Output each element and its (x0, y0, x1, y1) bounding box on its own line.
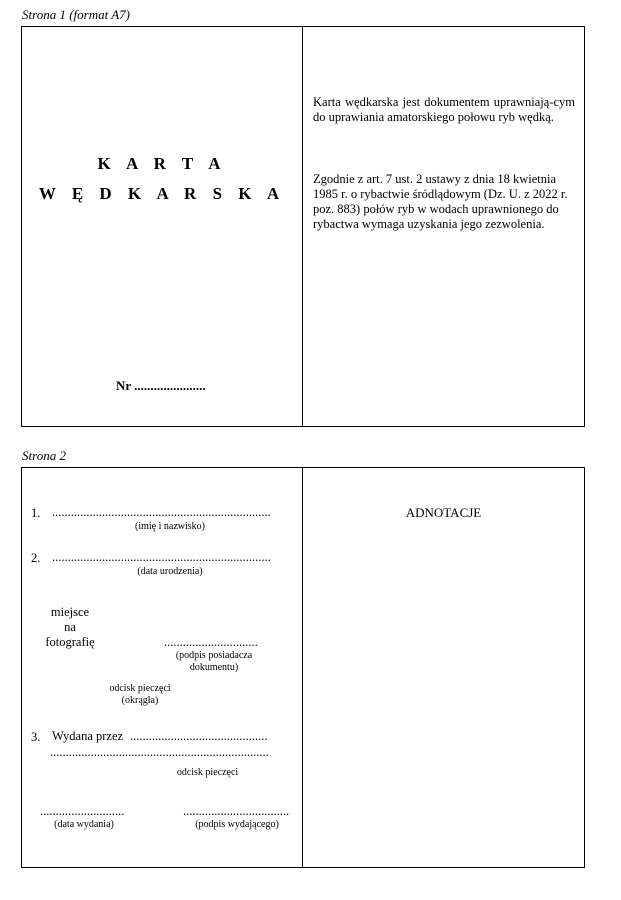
holder-signature-caption (158, 650, 270, 674)
holder-signature-caption-line1: (podpis posiadacza (175, 650, 253, 661)
round-stamp-caption (95, 683, 185, 707)
page2-divider (302, 467, 303, 868)
stamp-caption: odcisk pieczęci (176, 767, 239, 778)
legal-basis-paragraph: Zgodnie z art. 7 ust. 2 ustawy z dnia 18 kwietnia 1985 r. o rybactwie śródlądowym (Dz. U. z 2022 r. poz. 883) połów ryb w wodach uprawnionego do rybactwa wymaga uzyskania jego zezwolenia. (313, 172, 568, 231)
issuer-signature-caption: (podpis wydającego) (195, 819, 279, 830)
holder-signature-caption-line2: dokumentu) (189, 662, 239, 673)
issuer-signature-dots: .................................. (183, 804, 290, 818)
photo-line2: na (64, 620, 76, 634)
annotations-title: ADNOTACJE (405, 505, 482, 520)
issue-date-caption: (data wydania) (54, 819, 114, 830)
round-stamp-line2: (okrągła) (121, 695, 159, 706)
card-title-line1: K A R T A (97, 154, 227, 173)
issue-date-dots: ........................... (40, 804, 125, 818)
name-field-caption: (imię i nazwisko) (135, 521, 205, 532)
birthdate-field-dots: ...................................................................... (52, 550, 271, 564)
holder-signature-dots: .............................. (164, 635, 258, 649)
issued-by-dots: ............................................ (130, 729, 268, 743)
name-field-dots: ...................................................................... (52, 505, 271, 519)
item3-number: 3. (31, 730, 41, 744)
photo-line3: fotografię (45, 635, 95, 649)
card-description-paragraph: Karta wędkarska jest dokumentem uprawniają-cym do uprawiania amatorskiego połowu ryb wędką. (313, 95, 575, 124)
card-number-line: Nr ...................... (116, 378, 206, 393)
issued-by-dots-line2: ...................................................................... (50, 745, 269, 759)
page1-label: Strona 1 (format A7) (22, 7, 130, 22)
item2-number: 2. (31, 551, 41, 565)
card-title-line2: W Ę D K A R S K A (38, 184, 286, 203)
round-stamp-line1: odcisk pieczęci (109, 683, 171, 694)
issued-by-label: Wydana przez (52, 729, 124, 743)
page2-label: Strona 2 (22, 448, 66, 463)
photo-placeholder (35, 605, 105, 650)
birthdate-field-caption: (data urodzenia) (137, 566, 203, 577)
item1-number: 1. (31, 506, 41, 520)
photo-line1: miejsce (50, 605, 90, 619)
page1-divider (302, 26, 303, 427)
